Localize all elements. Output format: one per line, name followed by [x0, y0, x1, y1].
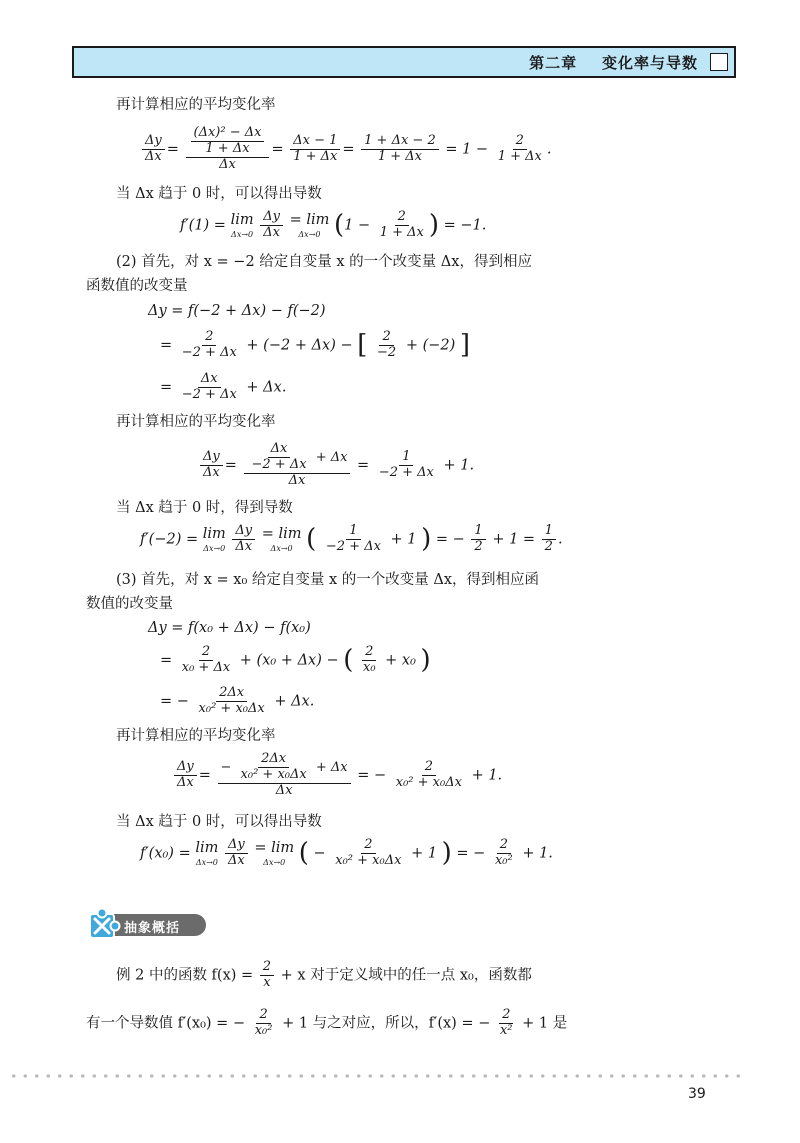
- text-line: 数值的改变量: [86, 596, 173, 612]
- header-corner-square: [710, 53, 728, 71]
- fraction: [495, 134, 545, 165]
- denominator: Δx: [263, 225, 280, 241]
- numerator: 1: [399, 450, 413, 466]
- text-line: 当 Δx 趋于 0 时，可以得出导数: [116, 814, 322, 830]
- formula-text: + (x₀ + Δx) −: [239, 652, 339, 669]
- formula-text: + 1.: [522, 845, 553, 862]
- footer-dotted-divider: [8, 1074, 748, 1078]
- limit-word: lim: [230, 212, 254, 229]
- text-line: 再计算相应的平均变化率: [116, 728, 276, 744]
- denominator: −2 + Δx: [325, 539, 381, 555]
- text-line: (2) 首先，对 x = −2 给定自变量 x 的一个改变量 Δx，得到相应: [116, 254, 532, 270]
- denominator: x₀²: [254, 1022, 273, 1038]
- denominator: 2: [544, 539, 553, 555]
- fraction: [225, 838, 248, 869]
- numerator: 1 + Δx − 2: [361, 134, 439, 150]
- fraction: [179, 645, 233, 676]
- denominator: Δx: [177, 774, 194, 790]
- numerator: Δx: [198, 372, 221, 388]
- numerator: 2: [361, 838, 375, 854]
- limit-subscript: Δx→0: [195, 857, 218, 867]
- formula-step-2b: [160, 372, 286, 403]
- formula-text: = −: [357, 767, 387, 784]
- formula-text: = −: [456, 845, 486, 862]
- limit: [231, 212, 254, 239]
- denominator: Δx: [203, 464, 220, 480]
- denominator: x²: [499, 1022, 513, 1038]
- denominator: 1 + Δx: [205, 140, 250, 156]
- chapter-title: 变化率与导数: [601, 54, 698, 72]
- formula-text: + 1: [390, 531, 417, 548]
- denominator: x₀² + x₀Δx: [240, 766, 307, 782]
- limit: [203, 526, 226, 553]
- formula-delta-y-2: Δy = f(−2 + Δx) − f(−2): [148, 303, 326, 319]
- fraction: [238, 752, 310, 783]
- formula-text: f′(−2) =: [140, 531, 199, 548]
- fraction: [179, 330, 240, 361]
- fraction: [332, 838, 404, 869]
- fraction: [361, 134, 439, 165]
- denominator: x₀² + x₀Δx: [395, 774, 462, 790]
- fraction: [142, 134, 165, 165]
- summary-line-2: [86, 1008, 567, 1039]
- denominator: x₀² + x₀Δx: [335, 853, 402, 869]
- limit-subscript: Δx→0: [203, 543, 226, 553]
- denominator: 1 + Δx: [497, 148, 542, 164]
- fraction: [260, 960, 274, 991]
- fraction: [179, 372, 240, 403]
- limit: [254, 840, 294, 867]
- numerator: Δy: [142, 134, 165, 150]
- limit-subscript: Δx→0: [231, 229, 254, 239]
- fraction: [374, 330, 399, 361]
- numerator: 2: [199, 645, 213, 661]
- limit: [195, 840, 218, 867]
- chapter-header-bar: [72, 46, 736, 78]
- section-banner: [86, 908, 206, 936]
- numerator: [218, 752, 351, 784]
- formula-text: = 1 −: [445, 141, 489, 158]
- numerator: 1: [346, 524, 360, 540]
- summary-text: + x 对于定义域中的任一点 x₀，函数都: [280, 967, 532, 984]
- denominator: 1 + Δx: [377, 148, 422, 164]
- limit: [262, 526, 302, 553]
- formula-text: .: [557, 531, 563, 548]
- formula-text: −: [313, 845, 326, 862]
- text-line: 再计算相应的平均变化率: [116, 97, 276, 113]
- limit: [290, 212, 330, 239]
- denominator: 1 + Δx: [379, 225, 424, 241]
- text-line: 再计算相应的平均变化率: [116, 414, 276, 430]
- fraction: [200, 450, 223, 481]
- denominator: 1 + Δx: [293, 148, 338, 164]
- numerator: Δy: [260, 210, 283, 226]
- numerator: [186, 126, 270, 158]
- denominator: Δx: [288, 472, 306, 488]
- fraction: [196, 686, 268, 717]
- formula-rate-2: $\frac{\Delta y}{\Delta x}$ = $\frac{\Delta x}{-2 + \Delta x}$ + Δx Δx = $\frac{1}{-2 + \Delta x}$ + 1.: [198, 442, 474, 489]
- formula-delta-y-3: Δy = f(x₀ + Δx) − f(x₀): [148, 620, 311, 636]
- numerator: Δy: [200, 450, 223, 466]
- fraction: [360, 645, 379, 676]
- numerator: 2: [513, 134, 527, 150]
- numerator: 2: [422, 760, 436, 776]
- denominator: −2 + Δx: [378, 464, 434, 480]
- formula-text: + (−2 + Δx) −: [246, 337, 353, 354]
- denominator: x₀²: [494, 853, 513, 869]
- formula-text: + 1 =: [492, 531, 536, 548]
- formula-text: + 1: [411, 845, 438, 862]
- formula-text: f′(1) =: [180, 217, 226, 234]
- text-line: 当 Δx 趋于 0 时，得到导数: [116, 500, 293, 516]
- numerator: Δy: [232, 524, 255, 540]
- limit-subscript: Δx→0: [263, 857, 286, 867]
- summary-text: + 1 是: [522, 1015, 568, 1032]
- denominator: −2 + Δx: [251, 456, 307, 472]
- numerator: 1: [542, 524, 556, 540]
- numerator: 2: [260, 960, 274, 976]
- text-line: 当 Δx 趋于 0 时，可以得出导数: [116, 186, 322, 202]
- text-line: (3) 首先，对 x = x₀ 给定自变量 x 的一个改变量 Δx，得到相应函: [116, 572, 540, 588]
- fraction: [186, 126, 270, 173]
- formula-rate-1: $\frac{\Delta y}{\Delta x}$ = $\frac{\frac{\text{(Δx)² − Δx}}{1 + \Delta x}}{\Delta x}$ = $\frac{\Delta x - 1}{1 + \Delta x}$ = $\frac{1 + \Delta x - 2}{1 + \Delta x}$ = 1 − $\frac{2}{1 + \Delta x}$ .: [140, 126, 551, 173]
- limit-subscript: Δx→0: [270, 543, 293, 553]
- numerator: [244, 442, 351, 474]
- puzzle-icon: [86, 908, 122, 942]
- fraction: [249, 442, 310, 473]
- denominator: x₀² + x₀Δx: [198, 700, 265, 716]
- formula-text: −: [220, 759, 232, 775]
- summary-line-1: [116, 960, 532, 991]
- fraction: [542, 524, 556, 555]
- formula-text: = −: [160, 693, 189, 710]
- formula-derivative-2: f′(−2) = lim Δx→0 $\frac{\Delta y}{\Delta x}$ = lim Δx→0 ( $\frac{1}{-2 + \Delta x}$ + 1 ) = − $\frac{1}{2}$ + 1 = $\frac{1}{2}$ .: [140, 523, 563, 555]
- numerator: (Δx)² − Δx: [191, 126, 265, 142]
- formula-text: = −: [435, 531, 465, 548]
- formula-rate-3: $\frac{\Delta y}{\Delta x}$ = − $\frac{2\Delta x}{\text{x₀² + x₀Δx}}$ + Δx Δx = − $\frac{2}{\text{x₀² + x₀Δx}}$ + 1.: [172, 752, 502, 799]
- fraction: [218, 752, 351, 799]
- formula-text: 1 −: [344, 217, 371, 234]
- formula-derivative-3: f′(x₀) = lim Δx→0 $\frac{\Delta y}{\Delta x}$ = lim Δx→0 ( − $\frac{2}{\text{x₀² + x₀Δx}}$ + 1 ) = − $\frac{2}{\text{x₀²}}$ + 1.: [140, 837, 553, 869]
- limit-word: lim: [202, 526, 226, 543]
- fraction: [471, 524, 485, 555]
- denominator: x: [263, 974, 271, 990]
- numerator: 1: [471, 524, 485, 540]
- formula-text: =: [160, 337, 173, 354]
- limit-word: = lim: [289, 212, 330, 229]
- numerator: 2: [499, 1008, 513, 1024]
- numerator: 2: [202, 330, 216, 346]
- numerator: Δy: [174, 760, 197, 776]
- fraction: [252, 1008, 276, 1039]
- numerator: 2Δx: [258, 752, 289, 768]
- chapter-number: 第二章: [529, 54, 578, 72]
- numerator: Δx − 1: [290, 134, 340, 150]
- formula-text: + Δx.: [246, 379, 287, 396]
- numerator: 2: [395, 210, 409, 226]
- numerator: Δy: [225, 838, 248, 854]
- formula-text: + Δx.: [274, 693, 315, 710]
- numerator: Δx: [268, 442, 291, 458]
- formula-text: f′(x₀) =: [140, 845, 191, 862]
- denominator: Δx: [275, 782, 293, 798]
- summary-text: 例 2 中的函数 f(x) =: [116, 967, 254, 984]
- fraction: [260, 210, 283, 241]
- fraction: [376, 450, 437, 481]
- fraction: [492, 838, 516, 869]
- formula-derivative-1: f′(1) = lim Δx→0 $\frac{\Delta y}{\Delta x}$ = lim Δx→0 (1 − $\frac{2}{1 + \Delta x}$ ) = −1.: [180, 209, 487, 241]
- denominator: Δx: [227, 853, 245, 869]
- summary-text: + 1 与之对应，所以，f′(x) = −: [282, 1015, 491, 1032]
- formula-text: + x₀: [385, 652, 416, 669]
- fraction: [191, 126, 265, 157]
- formula-text: + 1.: [471, 767, 503, 784]
- text-line: 函数值的改变量: [86, 278, 188, 294]
- denominator: Δx: [219, 156, 236, 172]
- limit-subscript: Δx→0: [298, 229, 321, 239]
- limit-word: lim: [195, 840, 219, 857]
- denominator: x₀ + Δx: [181, 660, 231, 676]
- formula-text: + Δx: [315, 449, 348, 465]
- denominator: −2: [377, 345, 397, 361]
- fraction: [377, 210, 427, 241]
- denominator: Δx: [235, 539, 253, 555]
- formula-text: =: [160, 652, 173, 669]
- numerator: 2: [379, 330, 393, 346]
- formula-text: + (−2): [405, 337, 456, 354]
- fraction: [232, 524, 255, 555]
- fraction: [393, 760, 465, 791]
- denominator: −2 + Δx: [181, 386, 237, 402]
- fraction: [244, 442, 351, 489]
- numerator: 2: [497, 838, 511, 854]
- formula-text: = −1.: [443, 217, 487, 234]
- fraction: [323, 524, 384, 555]
- formula-text: + Δx: [315, 759, 348, 775]
- denominator: 2: [474, 539, 483, 555]
- limit-word: = lim: [261, 526, 302, 543]
- formula-step-3a: = $\frac{2}{\text{x₀ + Δx}}$ + (x₀ + Δx) − ( $\frac{2}{\text{x₀}}$ + x₀ ): [160, 644, 431, 676]
- fraction: [174, 760, 197, 791]
- numerator: 2: [256, 1008, 270, 1024]
- denominator: Δx: [145, 148, 162, 164]
- denominator: −2 + Δx: [181, 345, 237, 361]
- page-number: 39: [688, 1086, 706, 1102]
- chapter-header-text: [529, 52, 698, 73]
- fraction: [497, 1008, 516, 1039]
- formula-step-2a: = $\frac{2}{-2 + \Delta x}$ + (−2 + Δx) − [ $\frac{2}{-2}$ + (−2) ]: [160, 329, 471, 361]
- denominator: x₀: [363, 660, 376, 676]
- section-title: 抽象概括: [124, 921, 181, 936]
- summary-text: 有一个导数值 f′(x₀) = −: [86, 1015, 246, 1032]
- fraction: [290, 134, 340, 165]
- formula-text: =: [357, 457, 370, 474]
- numerator: 2Δx: [216, 686, 247, 702]
- numerator: 2: [362, 645, 376, 661]
- formula-step-3b: [160, 686, 314, 717]
- limit-word: = lim: [254, 840, 295, 857]
- formula-text: =: [160, 379, 173, 396]
- formula-text: + 1.: [443, 457, 475, 474]
